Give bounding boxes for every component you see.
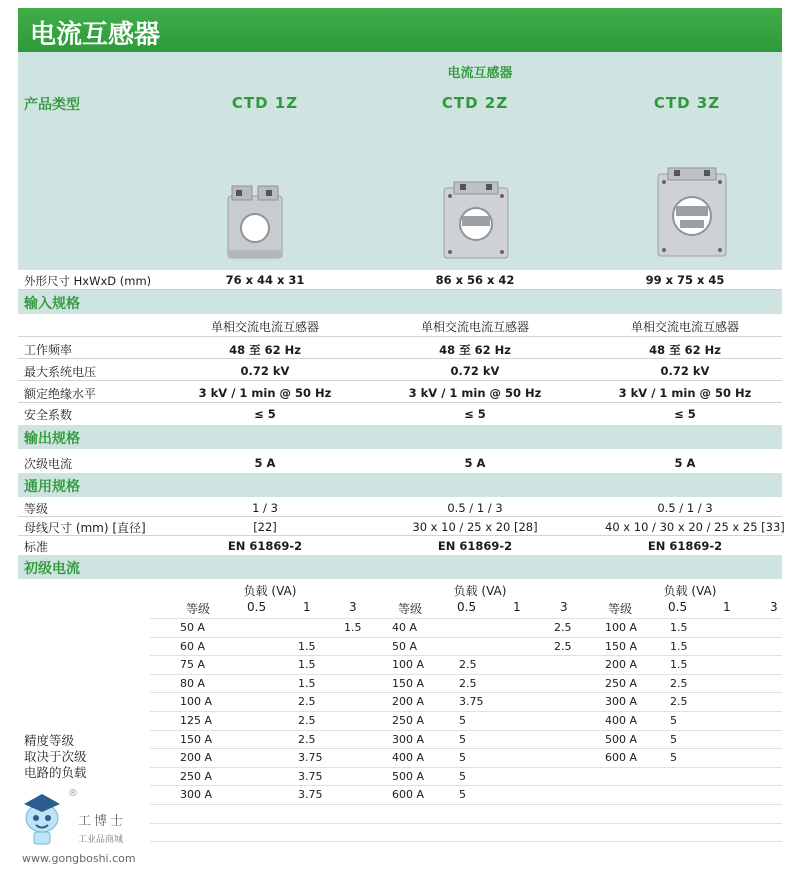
input-row-value: 3 kV / 1 min @ 50 Hz: [618, 386, 752, 400]
product-name-ctd1z: CTD 1Z: [231, 94, 299, 112]
table-row-divider: [150, 674, 782, 675]
load-value: 3.75: [298, 751, 323, 765]
section-input-heading: 输入规格: [24, 296, 80, 312]
load-value: 5: [670, 732, 677, 746]
load-value: 5: [459, 714, 466, 727]
output-row-value: 5 A: [674, 456, 696, 470]
output-row-value: 5 A: [254, 456, 276, 470]
load-value: 2.5: [670, 695, 688, 709]
section-band-general: [18, 473, 782, 497]
divider: [18, 380, 782, 381]
load-value: 2.5: [554, 621, 572, 634]
general-row-label: 标准: [24, 540, 49, 554]
divider: [18, 516, 782, 517]
table-row-divider: [150, 767, 782, 768]
input-row-value: 3 kV / 1 min @ 50 Hz: [198, 386, 332, 400]
load-value: 5: [459, 751, 466, 765]
primary-current-value: 60 A: [180, 639, 206, 653]
primary-current-value: 150 A: [180, 732, 213, 746]
table-row-divider: [150, 785, 782, 786]
primary-current-value: 100 A: [180, 695, 213, 709]
primary-current-value: 200 A: [605, 658, 638, 672]
input-row-value: 3 kV / 1 min @ 50 Hz: [408, 386, 542, 400]
load-value: 2.5: [298, 714, 316, 727]
load-header: 负载 (VA): [453, 584, 507, 598]
product-name-ctd3z: CTD 3Z: [653, 94, 721, 112]
product-image-ctd3z: [654, 166, 730, 258]
general-row-value: 0.5 / 1 / 3: [447, 501, 503, 515]
load-col-header: 3: [770, 600, 778, 614]
primary-current-value: 400 A: [392, 751, 425, 765]
load-value: 1.5: [670, 658, 688, 672]
load-value: 3.75: [298, 769, 323, 783]
page-title: 电流互感器: [30, 20, 161, 50]
product-image-ctd2z: [440, 180, 512, 260]
dimensions-ctd3z: 99 x 75 x 45: [645, 273, 725, 287]
watermark: [14, 788, 154, 868]
general-row-value: 40 x 10 / 30 x 20 / 25 x 25 [33]: [605, 520, 785, 534]
input-type-ctd2z: 单相交流电流互感器: [420, 320, 529, 334]
load-value: 2.5: [554, 639, 572, 653]
primary-current-value: 600 A: [605, 751, 638, 765]
load-value: 1.5: [298, 658, 316, 672]
primary-current-value: 250 A: [605, 676, 638, 690]
dimensions-label: 外形尺寸 HxWxD (mm): [24, 274, 152, 288]
primary-current-value: 50 A: [392, 639, 418, 653]
load-col-header: 1: [723, 600, 731, 614]
watermark-brand: 工博士: [78, 814, 127, 829]
primary-current-value: 100 A: [605, 621, 638, 634]
load-value: 2.5: [459, 658, 477, 672]
watermark-subtitle: 工业品商城: [78, 835, 124, 845]
dimensions-ctd2z: 86 x 56 x 42: [435, 273, 515, 287]
input-row-value: ≤ 5: [254, 407, 276, 421]
load-value: 5: [459, 769, 466, 783]
input-row-label: 最大系统电压: [24, 365, 97, 379]
input-row-value: ≤ 5: [674, 407, 696, 421]
output-row-value: 5 A: [464, 456, 486, 470]
table-row-divider: [150, 637, 782, 638]
general-row-value: EN 61869-2: [437, 539, 513, 553]
accuracy-note-line: 精度等级: [24, 733, 75, 748]
load-col-header: 1: [303, 600, 311, 614]
load-col-header: 0.5: [457, 600, 477, 614]
load-value: 2.5: [670, 676, 688, 690]
table-row-divider: [150, 841, 782, 842]
load-value: 1.5: [670, 621, 688, 634]
product-name-ctd2z: CTD 2Z: [441, 94, 509, 112]
accuracy-note-line: 电路的负载: [24, 765, 87, 780]
divider: [18, 358, 782, 359]
primary-current-value: 150 A: [392, 676, 425, 690]
table-row-divider: [150, 655, 782, 656]
load-col-header: 3: [349, 600, 357, 614]
grade-header: 等级: [398, 602, 423, 616]
load-value: 2.5: [298, 732, 316, 746]
primary-current-value: 80 A: [180, 676, 206, 690]
load-col-header: 0.5: [247, 600, 267, 614]
primary-current-value: 125 A: [180, 714, 213, 727]
primary-current-value: 40 A: [392, 621, 418, 634]
grade-header: 等级: [608, 602, 633, 616]
input-row-value: 48 至 62 Hz: [229, 343, 301, 357]
primary-current-value: 75 A: [180, 658, 206, 672]
primary-current-value: 100 A: [392, 658, 425, 672]
table-row-divider: [150, 823, 782, 824]
table-row-divider: [150, 804, 782, 805]
watermark-registered: ®: [68, 788, 78, 799]
input-row-value: 0.72 kV: [450, 364, 500, 378]
load-col-header: 3: [560, 600, 568, 614]
load-value: 5: [459, 732, 466, 746]
group-title: 电流互感器: [447, 66, 513, 81]
primary-current-value: 200 A: [392, 695, 425, 709]
divider: [18, 336, 782, 337]
general-row-value: EN 61869-2: [647, 539, 723, 553]
load-value: 1.5: [298, 676, 316, 690]
section-primary-heading: 初级电流: [24, 561, 80, 577]
table-row-divider: [150, 748, 782, 749]
load-value: 5: [670, 751, 677, 765]
general-row-value: 30 x 10 / 25 x 20 [28]: [412, 520, 538, 534]
section-general-heading: 通用规格: [24, 479, 80, 495]
primary-current-value: 600 A: [392, 788, 425, 802]
input-row-value: 48 至 62 Hz: [439, 343, 511, 357]
primary-current-value: 250 A: [180, 769, 213, 783]
load-value: 2.5: [459, 676, 477, 690]
primary-current-value: 300 A: [180, 788, 213, 802]
accuracy-note-line: 取决于次级: [24, 749, 87, 764]
primary-current-value: 300 A: [392, 732, 425, 746]
output-row-label: 次级电流: [24, 457, 73, 471]
primary-current-value: 400 A: [605, 714, 638, 727]
general-row-value: 0.5 / 1 / 3: [657, 501, 713, 515]
accuracy-note: [24, 733, 87, 781]
table-row-divider: [150, 692, 782, 693]
input-row-label: 安全系数: [24, 408, 73, 422]
table-row-divider: [150, 730, 782, 731]
section-band-primary: [18, 555, 782, 579]
section-band-input: [18, 290, 782, 314]
input-row-value: 48 至 62 Hz: [649, 343, 721, 357]
primary-current-value: 300 A: [605, 695, 638, 709]
divider: [18, 535, 782, 536]
load-value: 5: [670, 714, 677, 727]
load-col-header: 1: [513, 600, 521, 614]
watermark-url: www.gongboshi.com: [22, 852, 136, 865]
load-value: 3.75: [459, 695, 484, 709]
input-row-label: 额定绝缘水平: [24, 387, 97, 401]
grade-header: 等级: [186, 602, 211, 616]
general-row-label: 母线尺寸 (mm) [直径]: [24, 521, 146, 535]
primary-current-value: 500 A: [392, 769, 425, 783]
section-band-output: [18, 425, 782, 449]
product-type-label: 产品类型: [24, 97, 80, 113]
primary-current-value: 50 A: [180, 621, 206, 634]
load-value: 5: [459, 788, 466, 802]
dimensions-ctd1z: 76 x 44 x 31: [225, 273, 305, 287]
product-image-ctd1z: [222, 184, 288, 262]
load-col-header: 0.5: [668, 600, 688, 614]
table-row-divider: [150, 618, 782, 619]
load-value: 1.5: [670, 639, 688, 653]
general-row-value: [22]: [253, 520, 277, 534]
general-row-value: 1 / 3: [252, 501, 278, 515]
primary-current-value: 500 A: [605, 732, 638, 746]
primary-current-value: 250 A: [392, 714, 425, 727]
input-row-value: ≤ 5: [464, 407, 486, 421]
load-value: 3.75: [298, 788, 323, 802]
section-output-heading: 输出规格: [24, 431, 80, 447]
mascot-logo-icon: [14, 788, 74, 848]
primary-current-value: 200 A: [180, 751, 213, 765]
general-row-value: EN 61869-2: [227, 539, 303, 553]
input-type-ctd1z: 单相交流电流互感器: [210, 320, 319, 334]
primary-current-value: 150 A: [605, 639, 638, 653]
general-row-label: 等级: [24, 502, 49, 516]
table-row-divider: [150, 711, 782, 712]
input-row-value: 0.72 kV: [240, 364, 290, 378]
divider: [18, 402, 782, 403]
load-header: 负载 (VA): [243, 584, 297, 598]
load-value: 1.5: [298, 639, 316, 653]
input-type-ctd3z: 单相交流电流互感器: [630, 320, 739, 334]
load-header: 负载 (VA): [663, 584, 717, 598]
input-row-label: 工作频率: [24, 343, 73, 357]
input-row-value: 0.72 kV: [660, 364, 710, 378]
load-value: 2.5: [298, 695, 316, 709]
load-value: 1.5: [344, 621, 362, 634]
